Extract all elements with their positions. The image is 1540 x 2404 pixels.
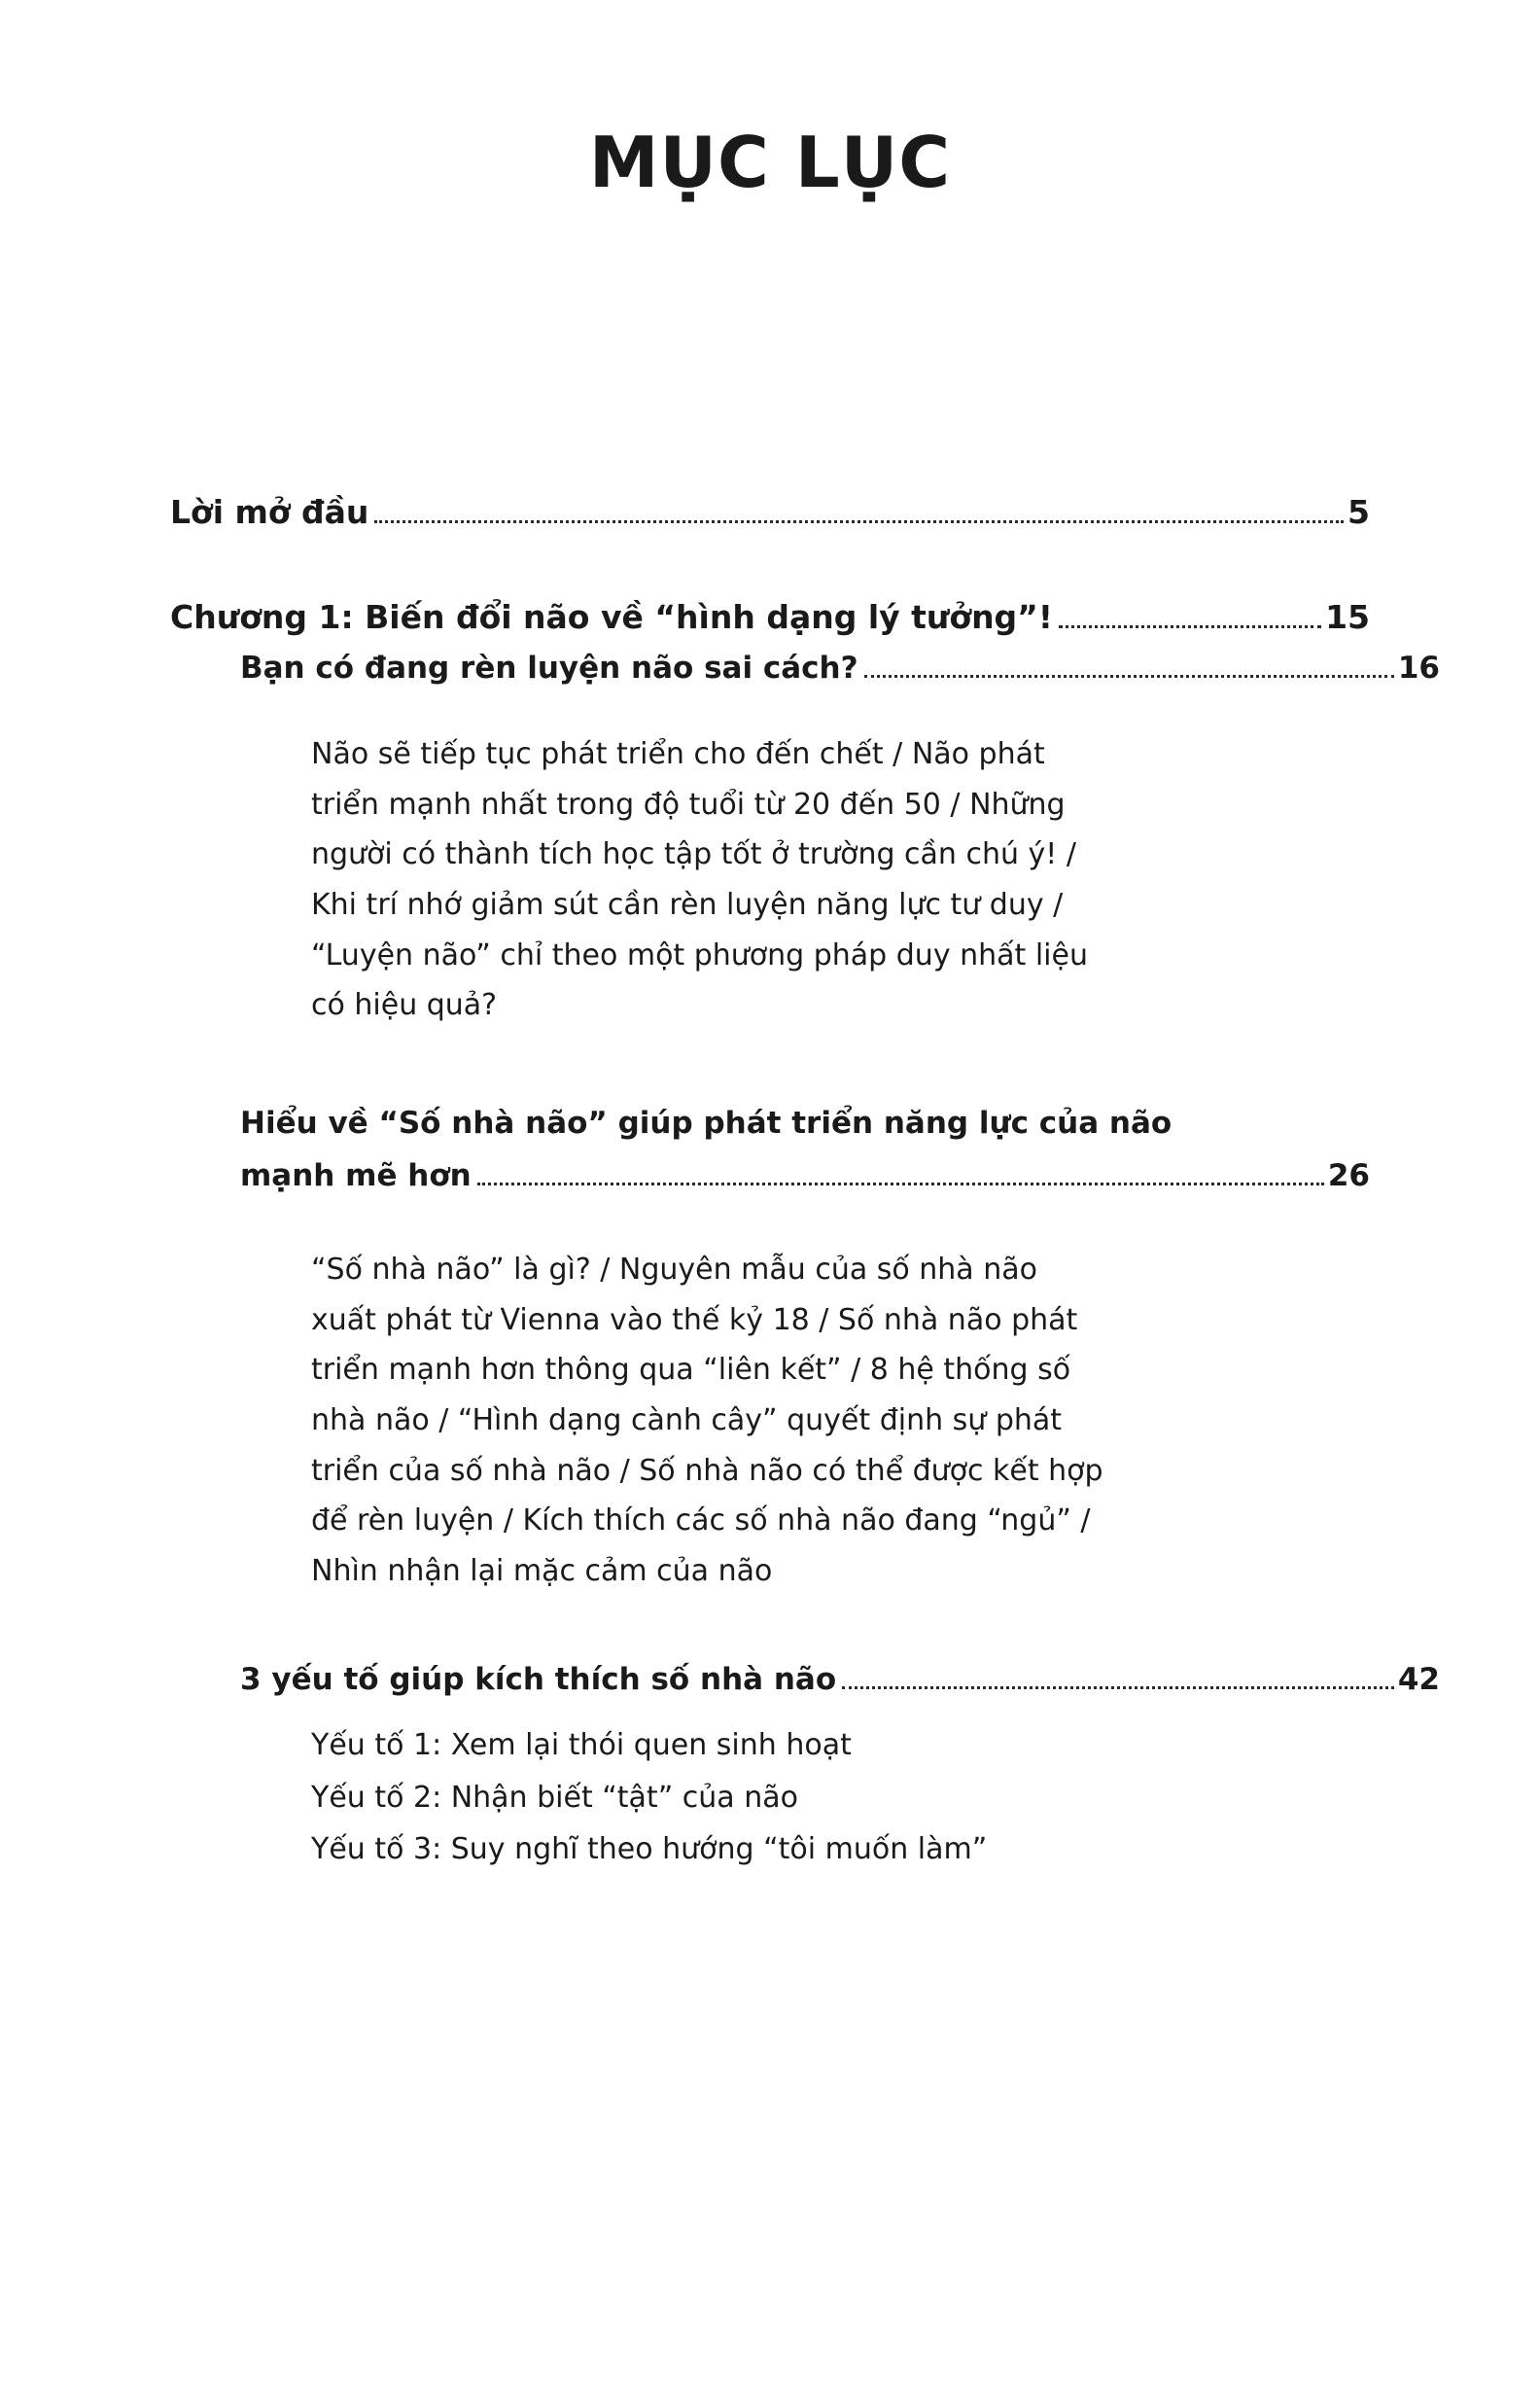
toc-entry-ban-co-dang-ren-luyen-nao-sai-cach[interactable]	[240, 651, 1440, 687]
toc-entry-3-yeu-to[interactable]	[240, 1662, 1440, 1698]
dot-leader	[842, 1686, 1394, 1689]
dot-leader	[1059, 625, 1321, 628]
toc-entry-label-line1: Hiểu về “Số nhà não” giúp phát triển năng lực của não	[240, 1105, 1172, 1141]
toc-entry-label: 3 yếu tố giúp kích thích số nhà não	[240, 1662, 837, 1698]
toc-entry-chuong-1[interactable]	[170, 598, 1370, 637]
toc-page	[0, 124, 1540, 2404]
spacer	[170, 687, 1370, 700]
spacer	[170, 532, 1370, 598]
toc-entry-label: Lời mở đầu	[170, 493, 369, 532]
toc-entry-hieu-ve-so-nha-nao[interactable]	[240, 1097, 1370, 1203]
toc-blurb-section1: Não sẽ tiếp tục phát triển cho đến chết / Não phát triển mạnh nhất trong độ tuổi từ 20 đến 50 / Những người có thành tích học tập tốt ở trường cần chú ý! / Khi trí nhớ giảm sút cần rèn luyện năng lực tư duy / “Luyện não” chỉ theo một phương pháp duy nhất liệu có hiệu quả?	[311, 737, 1088, 1023]
title-spacer	[170, 201, 1370, 493]
toc-entry-line2-row	[240, 1149, 1370, 1202]
spacer	[170, 1202, 1370, 1216]
list-item: Yếu tố 1: Xem lại thói quen sinh hoạt	[311, 1728, 852, 1763]
toc-entry-label-line2: mạnh mẽ hơn	[240, 1158, 472, 1193]
spacer	[170, 637, 1370, 651]
dot-leader	[374, 520, 1344, 523]
spacer	[170, 1625, 1370, 1662]
spacer	[170, 1698, 1370, 1719]
toc-entry-label: Bạn có đang rèn luyện não sai cách?	[240, 651, 858, 687]
toc-entry-page: 16	[1397, 651, 1440, 687]
list-item: Yếu tố 2: Nhận biết “tật” của não	[311, 1780, 798, 1815]
toc-blurb-section2: “Số nhà não” là gì? / Nguyên mẫu của số nhà não xuất phát từ Vienna vào thế kỷ 18 / Số nhà não phát triển mạnh hơn thông qua “liên kết” / 8 hệ thống số nhà não / “Hình dạng cành cây” quyết định sự phát triển của số nhà não / Số nhà não có thể được kết hợp để rèn luyện / Kích thích các số nhà não đang “ngủ” / Nhìn nhận lại mặc cảm của não	[311, 1253, 1103, 1588]
dot-leader	[477, 1183, 1324, 1185]
page-title: MỤC LỤC	[588, 122, 952, 203]
spacer	[170, 1060, 1370, 1097]
toc-subitem-list	[311, 1719, 1370, 1875]
dot-leader	[864, 675, 1394, 678]
toc-entry-page: 42	[1397, 1662, 1440, 1698]
toc-entry-page: 5	[1348, 493, 1370, 532]
toc-entry-label: Chương 1: Biến đổi não về “hình dạng lý tưởng”!	[170, 598, 1053, 637]
toc-entry-page: 26	[1327, 1158, 1370, 1193]
list-item: Yếu tố 3: Suy nghĩ theo hướng “tôi muốn làm”	[311, 1832, 988, 1867]
toc-entry-page: 15	[1325, 598, 1370, 637]
toc-entry-loi-mo-dau[interactable]	[170, 493, 1370, 532]
